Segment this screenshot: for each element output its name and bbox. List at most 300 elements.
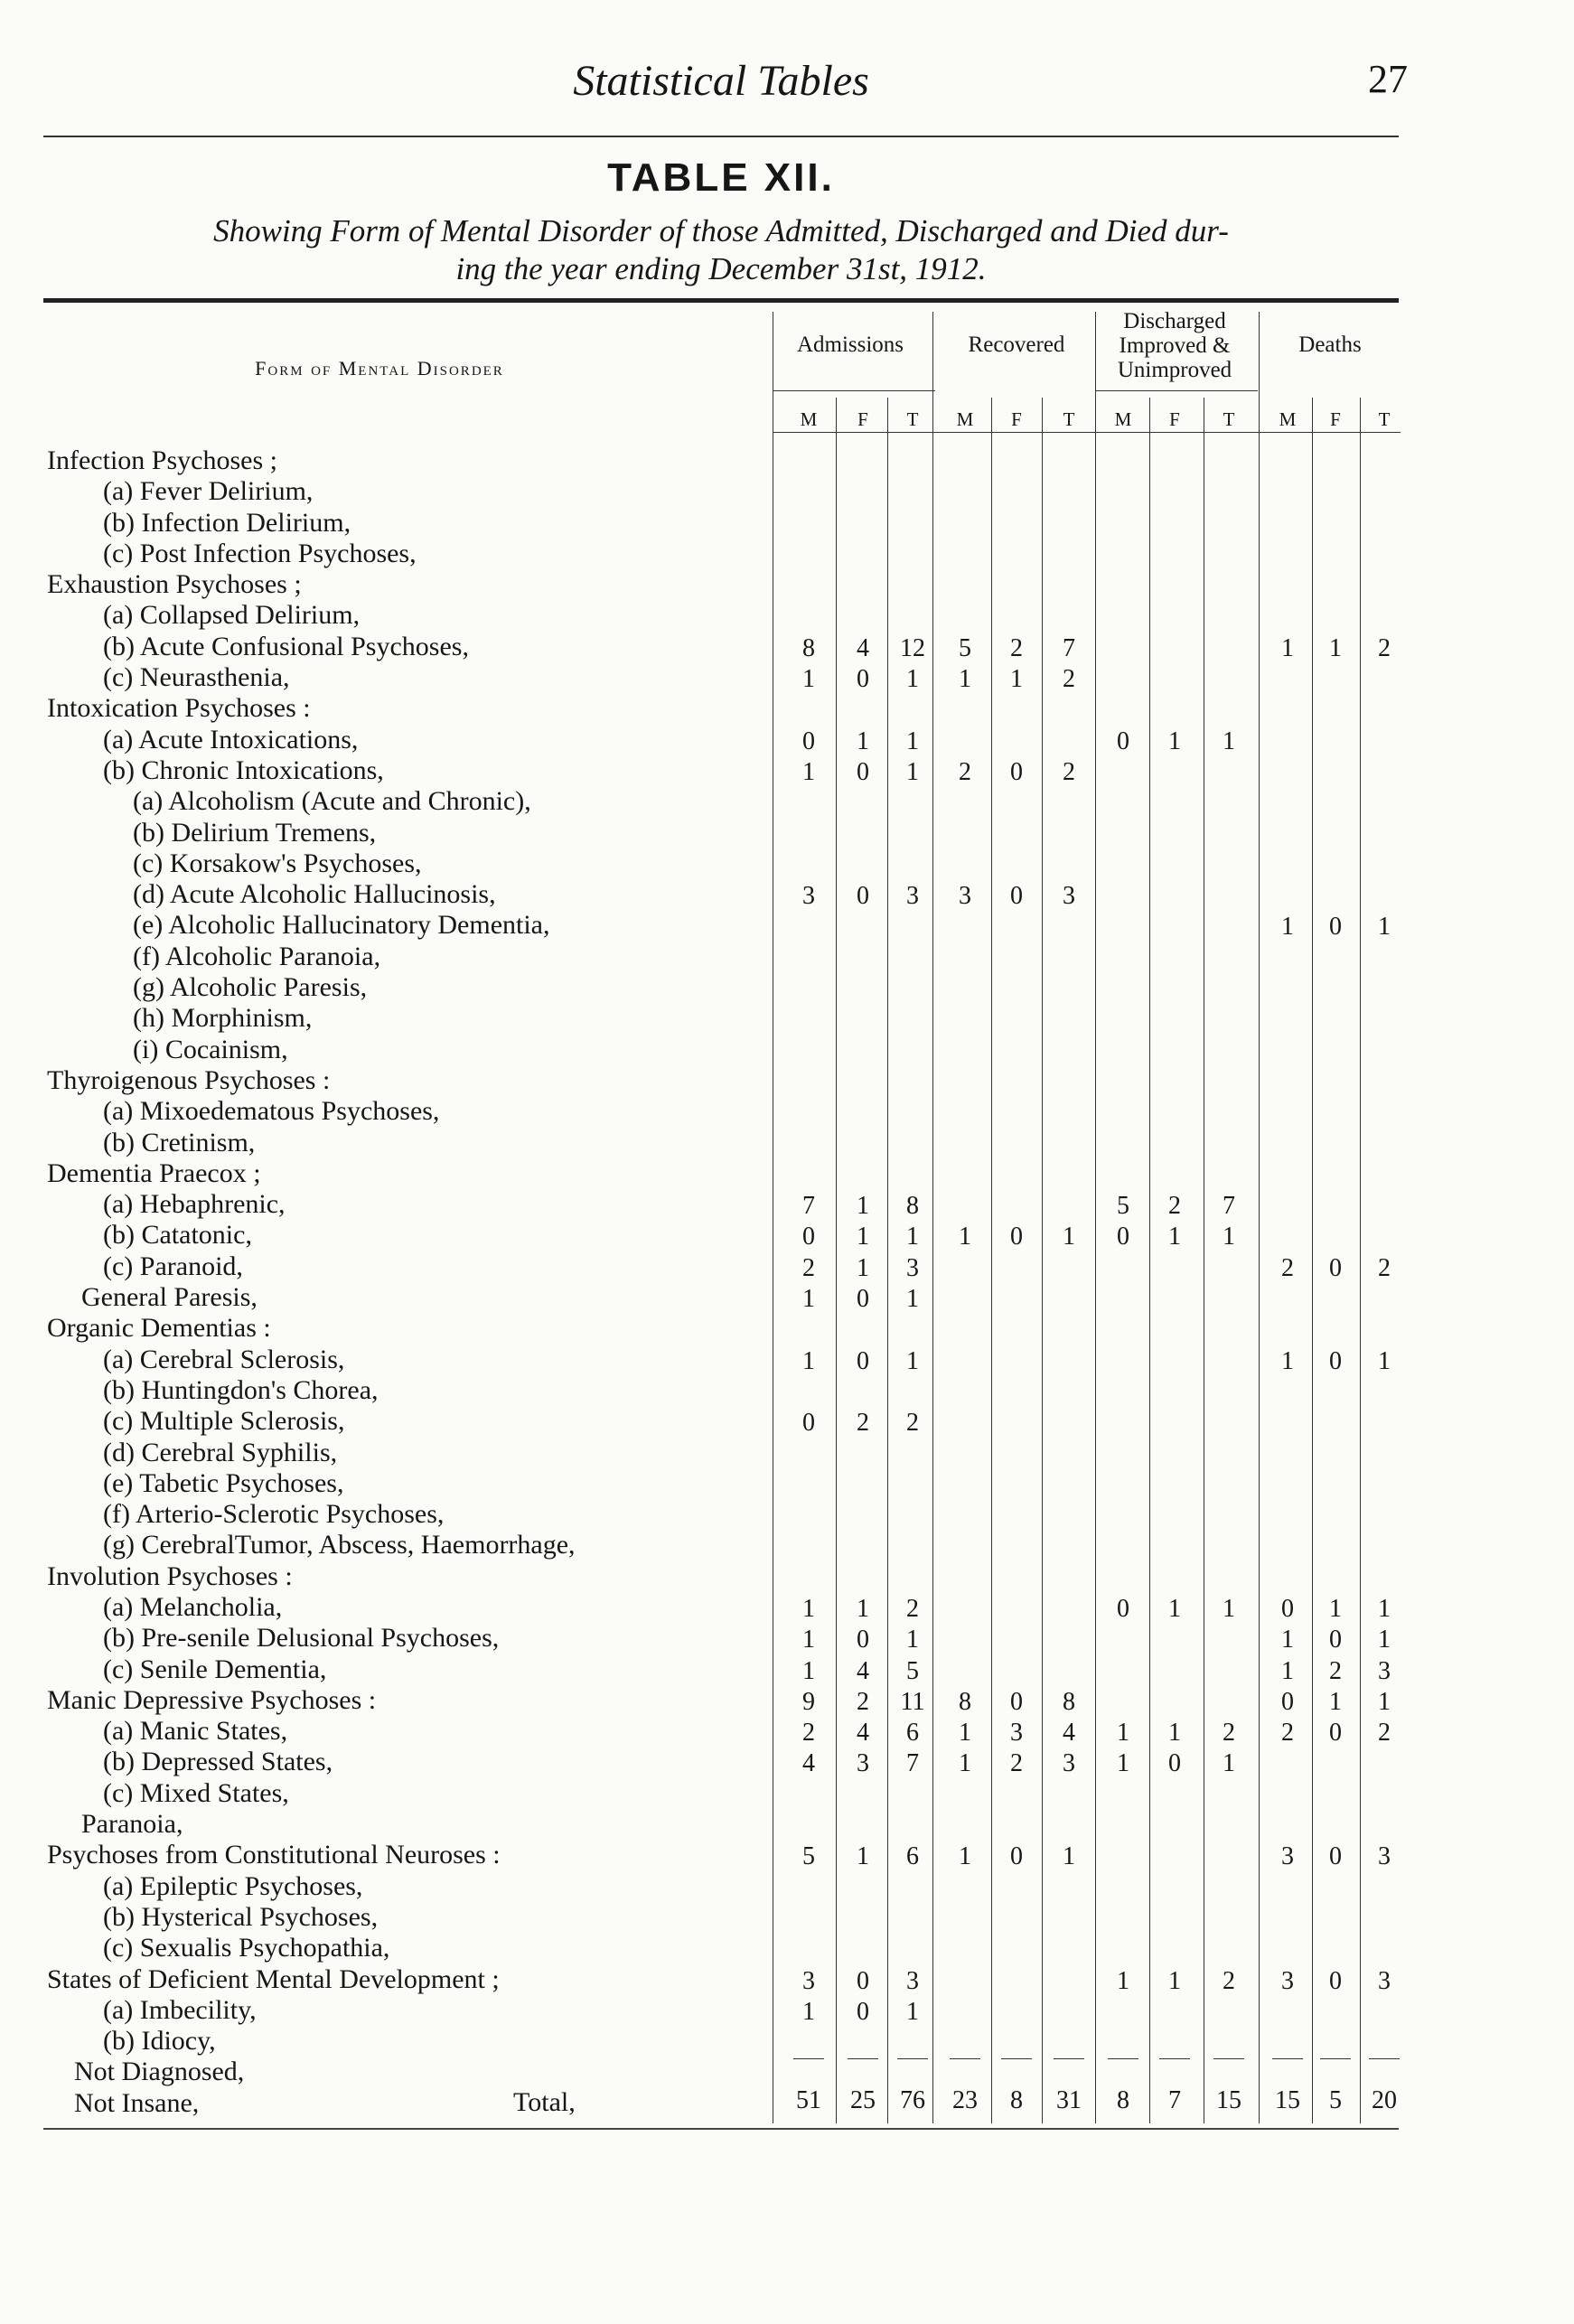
table-cell: 1 xyxy=(802,1285,815,1314)
row-label: (b) Cretinism, xyxy=(103,1127,256,1157)
row-label: (c) Mixed States, xyxy=(103,1777,289,1808)
table-cell: 0 xyxy=(857,1285,869,1314)
table-cell: 3 xyxy=(959,882,971,911)
row-label: Paranoia, xyxy=(81,1809,183,1840)
sub-header-f: F xyxy=(1169,408,1180,430)
table-cell: 0 xyxy=(1329,1626,1342,1654)
table-row xyxy=(47,632,1402,662)
total-cell: 76 xyxy=(900,2086,925,2114)
table-row xyxy=(47,1035,1402,1065)
table-cell: 1 xyxy=(802,1997,815,2026)
total-cell: 25 xyxy=(850,2086,876,2114)
total-row xyxy=(47,2084,1402,2116)
sub-header-m: M xyxy=(956,408,974,430)
row-label: (b) Infection Delirium, xyxy=(103,507,351,538)
row-label: (b) Huntingdon's Chorea, xyxy=(103,1374,379,1405)
table-cell: 2 xyxy=(1063,665,1075,694)
table-cell: 2 xyxy=(1010,633,1023,662)
row-label: (d) Acute Alcoholic Hallucinosis, xyxy=(133,879,496,910)
table-cell: 2 xyxy=(1223,1719,1235,1748)
table-cell: 3 xyxy=(802,882,815,911)
table-row xyxy=(47,1375,1402,1406)
table-cell: 1 xyxy=(906,665,919,694)
table-cell: 3 xyxy=(1063,1749,1075,1778)
row-label: (b) Delirium Tremens, xyxy=(133,817,377,848)
table-cell: 6 xyxy=(906,1719,919,1748)
table-cell: 1 xyxy=(857,1192,869,1221)
table-cell: 8 xyxy=(1063,1687,1075,1716)
table-cell: 1 xyxy=(1117,1719,1129,1748)
table-cell: 5 xyxy=(802,1842,815,1871)
row-label: (b) Pre-senile Delusional Psychoses, xyxy=(103,1623,500,1654)
row-label: General Paresis, xyxy=(81,1282,258,1313)
table-cell: 1 xyxy=(1329,1687,1342,1716)
table-cell: 1 xyxy=(959,665,971,694)
table-cell: 0 xyxy=(857,1626,869,1654)
row-label: Infection Psychoses ; xyxy=(47,445,277,475)
table-cell: 4 xyxy=(802,1749,815,1778)
table-cell: 3 xyxy=(906,1966,919,1995)
table-cell: 0 xyxy=(857,757,869,786)
row-label: (c) Neurasthenia, xyxy=(103,662,290,693)
table-row xyxy=(47,1406,1402,1437)
total-cell: 15 xyxy=(1216,2086,1241,2114)
row-label: (i) Cocainism, xyxy=(133,1034,288,1064)
page-header xyxy=(43,56,1408,119)
table-cell: 1 xyxy=(1281,633,1294,662)
table-cell: 1 xyxy=(1223,1594,1235,1623)
table-cell: 1 xyxy=(857,1842,869,1871)
table-cell: 1 xyxy=(959,1223,971,1251)
table-row xyxy=(47,1747,1402,1777)
table-cell: 1 xyxy=(906,1285,919,1314)
table-cell: 8 xyxy=(906,1192,919,1221)
total-cell: 51 xyxy=(796,2086,821,2114)
table-row xyxy=(47,1778,1402,1809)
sub-header-m: M xyxy=(1279,408,1297,430)
total-dash xyxy=(1054,2058,1084,2059)
table-cell: 0 xyxy=(1329,1253,1342,1282)
table-cell: 2 xyxy=(857,1687,869,1716)
table-cell: 3 xyxy=(906,1253,919,1282)
row-label: (d) Cerebral Syphilis, xyxy=(103,1437,338,1467)
table-row xyxy=(47,1685,1402,1716)
row-label: Psychoses from Constitutional Neuroses : xyxy=(47,1840,501,1870)
discharged-header-line-3: Unimproved xyxy=(1117,358,1232,382)
row-label: (f) Arterio-Sclerotic Psychoses, xyxy=(103,1499,445,1530)
table-cell: 1 xyxy=(1281,1626,1294,1654)
table-row xyxy=(47,1840,1402,1870)
table-cell: 0 xyxy=(1010,882,1023,911)
table-cell: 5 xyxy=(959,633,971,662)
subtitle-line-1: Showing Form of Mental Disorder of those Admitted, Discharged and Died dur- xyxy=(213,213,1229,248)
table-cell: 1 xyxy=(1281,1346,1294,1375)
table-cell: 0 xyxy=(802,1409,815,1438)
table-cell: 3 xyxy=(1378,1842,1391,1871)
table-row xyxy=(47,818,1402,848)
total-cell: 20 xyxy=(1372,2086,1397,2114)
table-cell: 1 xyxy=(802,1656,815,1685)
table-cell: 1 xyxy=(1223,1223,1235,1251)
table-cell: 0 xyxy=(1010,1223,1023,1251)
header-rule-line xyxy=(773,432,1401,433)
table-cell: 1 xyxy=(857,1594,869,1623)
table-cell: 1 xyxy=(906,1626,919,1654)
table-cell: 7 xyxy=(802,1192,815,1221)
table-cell: 0 xyxy=(857,1966,869,1995)
table-cell: 1 xyxy=(1281,913,1294,942)
table-cell: 7 xyxy=(906,1749,919,1778)
table-cell: 4 xyxy=(857,1656,869,1685)
table-cell: 3 xyxy=(857,1749,869,1778)
discharged-header xyxy=(1091,309,1258,382)
table-row xyxy=(47,942,1402,972)
total-cell: 7 xyxy=(1168,2086,1181,2114)
table-row xyxy=(47,1251,1402,1282)
header-rule xyxy=(43,136,1399,137)
total-dash xyxy=(848,2058,878,2059)
table-cell: 7 xyxy=(1063,633,1075,662)
table-row xyxy=(47,1592,1402,1623)
table-row xyxy=(47,662,1402,693)
row-label: (a) Hebaphrenic, xyxy=(103,1189,286,1220)
table-row xyxy=(47,600,1402,631)
table-cell: 1 xyxy=(1168,1594,1181,1623)
table-row xyxy=(47,693,1402,724)
table-cell: 0 xyxy=(1329,1719,1342,1748)
table-cell: 1 xyxy=(802,1346,815,1375)
sub-header-m: M xyxy=(1114,408,1132,430)
row-label: (a) Epileptic Psychoses, xyxy=(103,1870,363,1901)
total-dash xyxy=(793,2058,824,2059)
table-cell: 2 xyxy=(1281,1253,1294,1282)
table-cell: 7 xyxy=(1223,1192,1235,1221)
table-row xyxy=(47,1995,1402,2026)
row-label: (a) Imbecility, xyxy=(103,1994,257,2025)
table-cell: 1 xyxy=(802,665,815,694)
total-dash xyxy=(1320,2058,1351,2059)
table-row xyxy=(47,508,1402,539)
table-cell: 1 xyxy=(1168,726,1181,755)
table-cell: 1 xyxy=(1168,1966,1181,1995)
table-row xyxy=(47,1189,1402,1220)
row-label: (e) Tabetic Psychoses, xyxy=(103,1467,344,1498)
table-cell: 1 xyxy=(906,1223,919,1251)
table-cell: 0 xyxy=(1281,1687,1294,1716)
table-cell: 0 xyxy=(1117,1223,1129,1251)
table-row xyxy=(47,972,1402,1003)
table-cell: 1 xyxy=(1329,633,1342,662)
total-cell: 23 xyxy=(952,2086,978,2114)
table-cell: 1 xyxy=(1378,1626,1391,1654)
admissions-header: Admissions xyxy=(796,333,904,357)
row-label: Organic Dementias : xyxy=(47,1313,271,1344)
total-cell: 5 xyxy=(1329,2086,1342,2114)
total-dash xyxy=(1001,2058,1032,2059)
total-dash xyxy=(1272,2058,1303,2059)
table-cell: 1 xyxy=(1281,1656,1294,1685)
discharged-header-line-1: Discharged xyxy=(1123,309,1226,333)
table-cell: 2 xyxy=(1378,1719,1391,1748)
row-label: (b) Chronic Intoxications, xyxy=(103,754,384,785)
table-row xyxy=(47,1345,1402,1375)
table-cell: 1 xyxy=(857,1223,869,1251)
table-cell: 2 xyxy=(1168,1192,1181,1221)
row-label: (g) CerebralTumor, Abscess, Haemorrhage, xyxy=(103,1530,576,1560)
discharged-header-line-2: Improved & xyxy=(1119,333,1231,358)
table-row xyxy=(47,1128,1402,1158)
table-cell: 0 xyxy=(1281,1594,1294,1623)
table-row xyxy=(47,1530,1402,1560)
total-dash xyxy=(950,2058,980,2059)
table-bottom-rule xyxy=(43,2128,1399,2130)
row-label: (a) Alcoholism (Acute and Chronic), xyxy=(133,786,531,817)
table-row xyxy=(47,1220,1402,1251)
subtitle-line-2: ing the year ending December 31st, 1912. xyxy=(455,251,987,286)
table-cell: 3 xyxy=(1378,1656,1391,1685)
table-cell: 3 xyxy=(1063,882,1075,911)
table-row xyxy=(47,1499,1402,1530)
row-label: (g) Alcoholic Paresis, xyxy=(133,972,368,1003)
table-cell: 2 xyxy=(802,1719,815,1748)
table-cell: 0 xyxy=(857,665,869,694)
table-cell: 1 xyxy=(906,1997,919,2026)
row-label: (a) Mixoedematous Psychoses, xyxy=(103,1096,440,1127)
table-cell: 1 xyxy=(959,1719,971,1748)
table-cell: 1 xyxy=(959,1749,971,1778)
row-label: Not Insane, xyxy=(74,2087,200,2118)
sub-header-m: M xyxy=(800,408,818,430)
table-row xyxy=(47,1716,1402,1747)
row-label: States of Deficient Mental Development ; xyxy=(47,1963,500,1994)
row-label: (b) Idiocy, xyxy=(103,2026,216,2057)
table-cell: 3 xyxy=(1010,1719,1023,1748)
table-cell: 0 xyxy=(1329,1966,1342,1995)
total-dash xyxy=(1108,2058,1138,2059)
row-label: (b) Depressed States, xyxy=(103,1747,333,1777)
table-row xyxy=(47,1438,1402,1468)
table-row xyxy=(47,1096,1402,1127)
header-rule-line xyxy=(773,390,935,391)
table-cell: 2 xyxy=(857,1409,869,1438)
table-cell: 0 xyxy=(1329,913,1342,942)
table-row xyxy=(47,1282,1402,1313)
total-dash xyxy=(1159,2058,1190,2059)
table-cell: 1 xyxy=(1168,1719,1181,1748)
table-cell: 1 xyxy=(802,1626,815,1654)
table-cell: 0 xyxy=(857,882,869,911)
table-cell: 1 xyxy=(1378,1687,1391,1716)
table-cell: 1 xyxy=(906,726,919,755)
table-cell: 1 xyxy=(857,726,869,755)
table-cell: 1 xyxy=(857,1253,869,1282)
sub-header-t: T xyxy=(906,408,919,430)
table-cell: 1 xyxy=(1329,1594,1342,1623)
table-row xyxy=(47,1902,1402,1933)
form-of-disorder-header: Form of Mental Disorder xyxy=(255,357,504,380)
table-cell: 3 xyxy=(906,882,919,911)
total-cell: 8 xyxy=(1117,2086,1129,2114)
table-row xyxy=(47,445,1402,476)
table-row xyxy=(47,2026,1402,2057)
table-cell: 1 xyxy=(1063,1223,1075,1251)
row-label: (b) Hysterical Psychoses, xyxy=(103,1901,379,1932)
table-cell: 1 xyxy=(802,757,815,786)
table-cell: 2 xyxy=(1010,1749,1023,1778)
total-dash xyxy=(1369,2058,1400,2059)
deaths-header: Deaths xyxy=(1298,333,1362,357)
table-row xyxy=(47,1065,1402,1096)
row-label: (a) Cerebral Sclerosis, xyxy=(103,1344,345,1374)
row-label: (c) Paranoid, xyxy=(103,1251,243,1281)
table-cell: 2 xyxy=(906,1409,919,1438)
total-cell: 31 xyxy=(1056,2086,1082,2114)
table-cell: 0 xyxy=(802,1223,815,1251)
table-cell: 2 xyxy=(802,1253,815,1282)
row-label: (a) Acute Intoxications, xyxy=(103,724,359,754)
table-cell: 0 xyxy=(1010,757,1023,786)
table-row xyxy=(47,725,1402,755)
sub-header-f: F xyxy=(1330,408,1341,430)
table-row xyxy=(47,476,1402,507)
row-label: (c) Sexualis Psychopathia, xyxy=(103,1933,390,1963)
table-row xyxy=(47,1623,1402,1654)
sub-header-t: T xyxy=(1378,408,1391,430)
table-cell: 8 xyxy=(959,1687,971,1716)
table-cell: 0 xyxy=(857,1997,869,2026)
table-cell: 2 xyxy=(1281,1719,1294,1748)
table-cell: 1 xyxy=(802,1594,815,1623)
table-cell: 0 xyxy=(802,726,815,755)
table-row xyxy=(47,1809,1402,1840)
row-label: Manic Depressive Psychoses : xyxy=(47,1684,377,1715)
table-cell: 1 xyxy=(959,1842,971,1871)
table-row xyxy=(47,1003,1402,1034)
table-cell: 5 xyxy=(906,1656,919,1685)
table-cell: 1 xyxy=(1117,1966,1129,1995)
table-cell: 0 xyxy=(1010,1842,1023,1871)
row-label: (b) Acute Confusional Psychoses, xyxy=(103,631,469,661)
table-cell: 1 xyxy=(1168,1223,1181,1251)
row-label: Dementia Praecox ; xyxy=(47,1157,261,1188)
row-label: (h) Morphinism, xyxy=(133,1003,313,1034)
table-row xyxy=(47,1561,1402,1592)
table-cell: 4 xyxy=(857,1719,869,1748)
row-label: (a) Fever Delirium, xyxy=(103,476,314,507)
row-label: Intoxication Psychoses : xyxy=(47,693,311,724)
table-row xyxy=(47,1468,1402,1499)
total-label: Total, xyxy=(513,2087,576,2117)
table-cell: 12 xyxy=(900,633,925,662)
header-rule-line xyxy=(1095,390,1258,391)
total-dash xyxy=(1213,2058,1244,2059)
sub-header-f: F xyxy=(1011,408,1022,430)
row-label: (a) Melancholia, xyxy=(103,1591,283,1622)
table-cell: 2 xyxy=(1378,1253,1391,1282)
table-row xyxy=(47,879,1402,910)
table-cell: 1 xyxy=(906,1346,919,1375)
sub-header-t: T xyxy=(1063,408,1075,430)
table-cell: 1 xyxy=(1223,726,1235,755)
table-cell: 1 xyxy=(1378,913,1391,942)
table-cell: 3 xyxy=(1378,1966,1391,1995)
table-top-rule xyxy=(43,298,1399,303)
table-cell: 2 xyxy=(906,1594,919,1623)
table-row xyxy=(47,539,1402,569)
row-label: Not Diagnosed, xyxy=(74,2057,245,2087)
table-cell: 2 xyxy=(959,757,971,786)
table-row xyxy=(47,786,1402,817)
row-label: (a) Manic States, xyxy=(103,1716,288,1747)
table-cell: 8 xyxy=(802,633,815,662)
table-cell: 0 xyxy=(1117,726,1129,755)
table-cell: 2 xyxy=(1223,1966,1235,1995)
table-cell: 3 xyxy=(1281,1842,1294,1871)
table-cell: 1 xyxy=(1063,1842,1075,1871)
table-cell: 0 xyxy=(1010,1687,1023,1716)
table-cell: 0 xyxy=(1168,1749,1181,1778)
table-cell: 5 xyxy=(1117,1192,1129,1221)
table-row xyxy=(47,910,1402,941)
table-cell: 0 xyxy=(1329,1346,1342,1375)
sub-header-f: F xyxy=(857,408,868,430)
row-label: Thyroigenous Psychoses : xyxy=(47,1064,331,1095)
table-cell: 2 xyxy=(1378,633,1391,662)
table-cell: 0 xyxy=(1329,1842,1342,1871)
row-label: (c) Post Infection Psychoses, xyxy=(103,538,417,568)
table-cell: 2 xyxy=(1329,1656,1342,1685)
table-cell: 9 xyxy=(802,1687,815,1716)
row-label: (a) Collapsed Delirium, xyxy=(103,600,361,631)
table-row xyxy=(47,848,1402,879)
row-label: Exhaustion Psychoses ; xyxy=(47,569,302,600)
page-number: 27 xyxy=(1368,57,1408,101)
table-cell: 3 xyxy=(1281,1966,1294,1995)
table-cell: 1 xyxy=(1223,1749,1235,1778)
row-label: (f) Alcoholic Paranoia, xyxy=(133,941,381,971)
table-cell: 0 xyxy=(857,1346,869,1375)
row-label: (b) Catatonic, xyxy=(103,1220,252,1251)
table-body xyxy=(47,445,1402,2119)
running-title: Statistical Tables xyxy=(573,57,869,105)
table-cell: 6 xyxy=(906,1842,919,1871)
sub-header-t: T xyxy=(1223,408,1235,430)
table-title: TABLE XII. xyxy=(607,155,835,200)
table-row xyxy=(47,1313,1402,1344)
table-row xyxy=(47,1964,1402,1995)
table-cell: 4 xyxy=(1063,1719,1075,1748)
total-cell: 8 xyxy=(1010,2086,1023,2114)
row-label: (c) Senile Dementia, xyxy=(103,1654,327,1684)
table-cell: 1 xyxy=(1378,1346,1391,1375)
table-row xyxy=(47,569,1402,600)
total-cell: 15 xyxy=(1275,2086,1300,2114)
table-cell: 11 xyxy=(900,1687,925,1716)
table-cell: 1 xyxy=(1117,1749,1129,1778)
row-label: (c) Multiple Sclerosis, xyxy=(103,1406,345,1437)
table-row xyxy=(47,1871,1402,1902)
table-cell: 0 xyxy=(1117,1594,1129,1623)
row-label: (c) Korsakow's Psychoses, xyxy=(133,848,422,878)
table-subtitle xyxy=(43,212,1399,288)
table-cell: 1 xyxy=(906,757,919,786)
table-cell: 2 xyxy=(1063,757,1075,786)
row-label: Involution Psychoses : xyxy=(47,1560,293,1591)
table-row xyxy=(47,755,1402,786)
table-cell: 3 xyxy=(802,1966,815,1995)
row-label: (e) Alcoholic Hallucinatory Dementia, xyxy=(133,910,550,941)
recovered-header: Recovered xyxy=(968,333,1065,357)
